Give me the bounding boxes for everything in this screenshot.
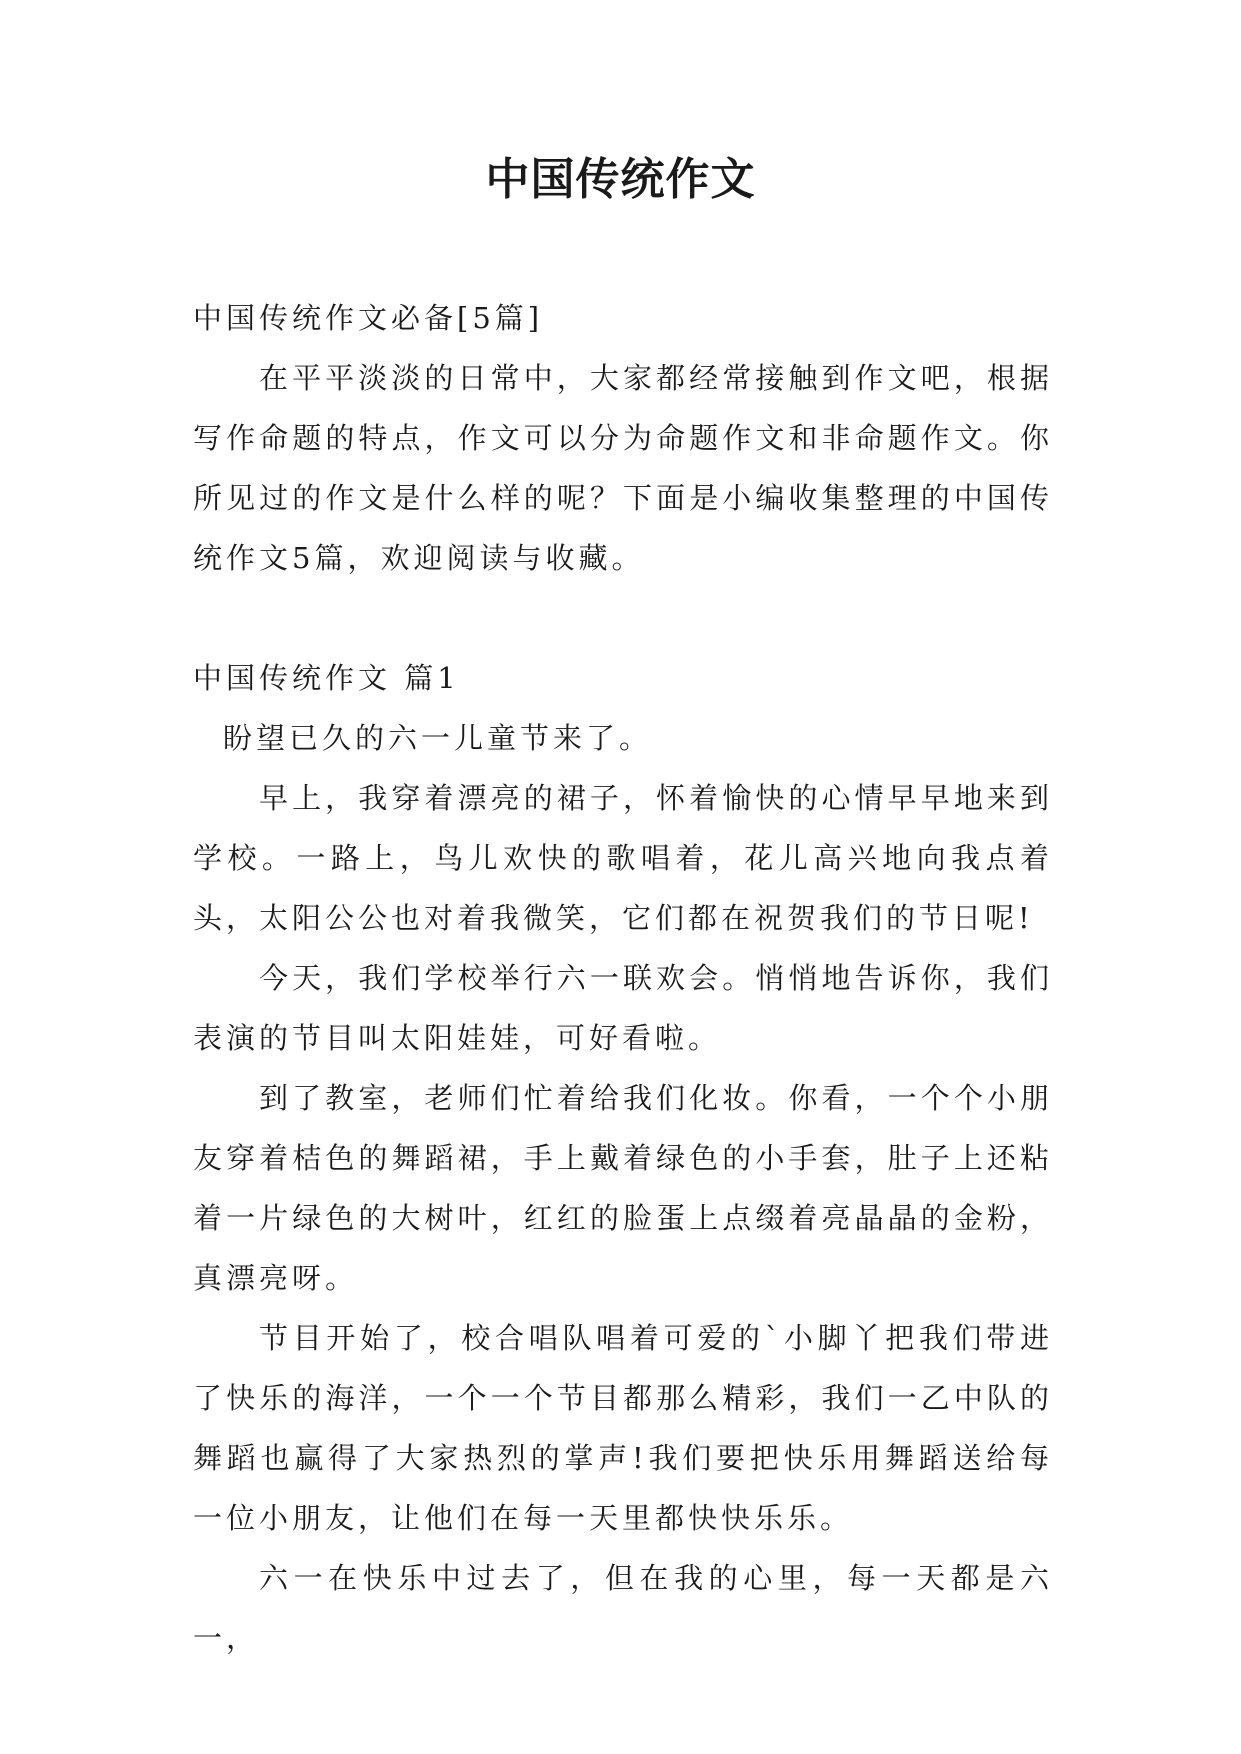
section-heading: 中国传统作文 篇1 [193, 661, 460, 695]
document-body [193, 288, 1053, 1668]
document-subtitle: 中国传统作文必备[5篇] [193, 301, 544, 335]
essay-paragraph: 盼望已久的六一儿童节来了。 [223, 721, 653, 755]
essay-paragraph: 今天，我们学校举行六一联欢会。悄悄地告诉你，我们表演的节目叫太阳娃娃，可好看啦。 [193, 961, 1053, 1055]
essay-paragraph: 节目开始了，校合唱队唱着可爱的`小脚丫把我们带进了快乐的海洋，一个一个节目都那么精彩，我们一乙中队的舞蹈也赢得了大家热烈的掌声!我们要把快乐用舞蹈送给每一位小朋友，让他们在每一天里都快快乐乐。 [193, 1321, 1053, 1535]
document-title: 中国传统作文 [485, 154, 756, 205]
section-spacer [193, 588, 1053, 648]
essay-paragraph: 到了教室，老师们忙着给我们化妆。你看，一个个小朋友穿着桔色的舞蹈裙，手上戴着绿色的小手套，肚子上还粘着一片绿色的大树叶，红红的脸蛋上点缀着亮晶晶的金粉，真漂亮呀。 [193, 1081, 1053, 1295]
essay-paragraph: 早上，我穿着漂亮的裙子，怀着愉快的心情早早地来到学校。一路上，鸟儿欢快的歌唱着，花儿高兴地向我点着头，太阳公公也对着我微笑，它们都在祝贺我们的节日呢! [193, 781, 1053, 935]
essay-paragraph: 六一在快乐中过去了，但在我的心里，每一天都是六一， [193, 1561, 1053, 1655]
intro-paragraph: 在平平淡淡的日常中，大家都经常接触到作文吧，根据写作命题的特点，作文可以分为命题作文和非命题作文。你所见过的作文是什么样的呢？下面是小编收集整理的中国传统作文5篇，欢迎阅读与收藏。 [193, 361, 1053, 575]
